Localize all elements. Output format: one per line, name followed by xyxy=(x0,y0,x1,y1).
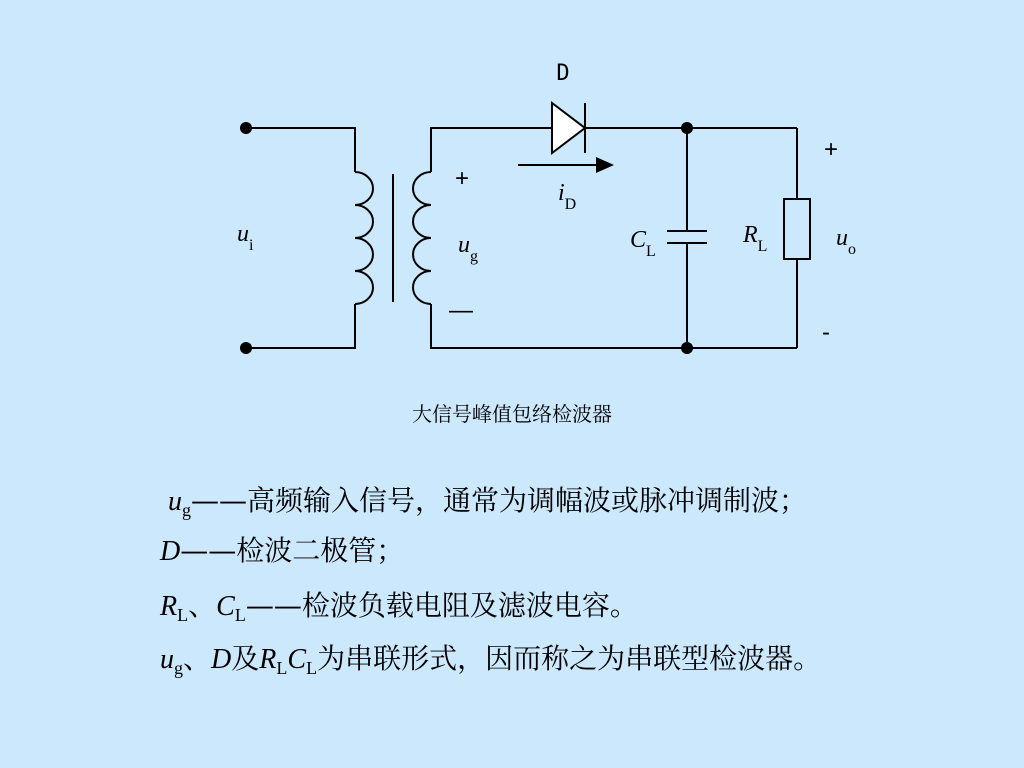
current-arrowhead xyxy=(596,157,614,173)
diode-triangle xyxy=(552,103,585,153)
diagram-caption: 大信号峰值包络检波器 xyxy=(412,402,612,426)
load-resistor xyxy=(784,199,810,259)
secondary-voltage-label: ug xyxy=(458,232,478,265)
input-terminal-top xyxy=(240,122,252,134)
secondary-bottom-wire xyxy=(431,304,797,348)
input-terminal-bottom xyxy=(240,342,252,354)
primary-coil xyxy=(355,172,373,304)
desc-line-ug: $u_g——$高频输入信号，通常为调幅波或脉冲调制波； xyxy=(168,484,808,520)
primary-bottom-wire xyxy=(246,304,355,348)
output-minus: - xyxy=(822,319,830,346)
primary-top-wire xyxy=(246,128,355,172)
junction-top xyxy=(681,122,693,134)
resistor-label: RL xyxy=(743,222,768,255)
desc-line-series: $u_g$、D及$R_LC_L$为串联形式，因而称之为串联型检波器。 xyxy=(160,642,822,678)
current-label: iD xyxy=(558,180,577,213)
desc-line-rl-cl: $R_L$、$C_L——$检波负载电阻及滤波电容。 xyxy=(160,589,638,625)
junction-bottom xyxy=(681,342,693,354)
secondary-plus: + xyxy=(455,165,470,192)
capacitor-label: CL xyxy=(630,227,656,260)
secondary-minus: — xyxy=(449,297,473,324)
diode-label: D xyxy=(556,61,570,86)
output-plus: + xyxy=(824,136,839,163)
output-voltage-label: uo xyxy=(836,225,856,258)
secondary-coil xyxy=(413,172,431,304)
input-voltage-label: ui xyxy=(237,221,254,254)
desc-line-d: D——检波二极管； xyxy=(160,534,405,567)
